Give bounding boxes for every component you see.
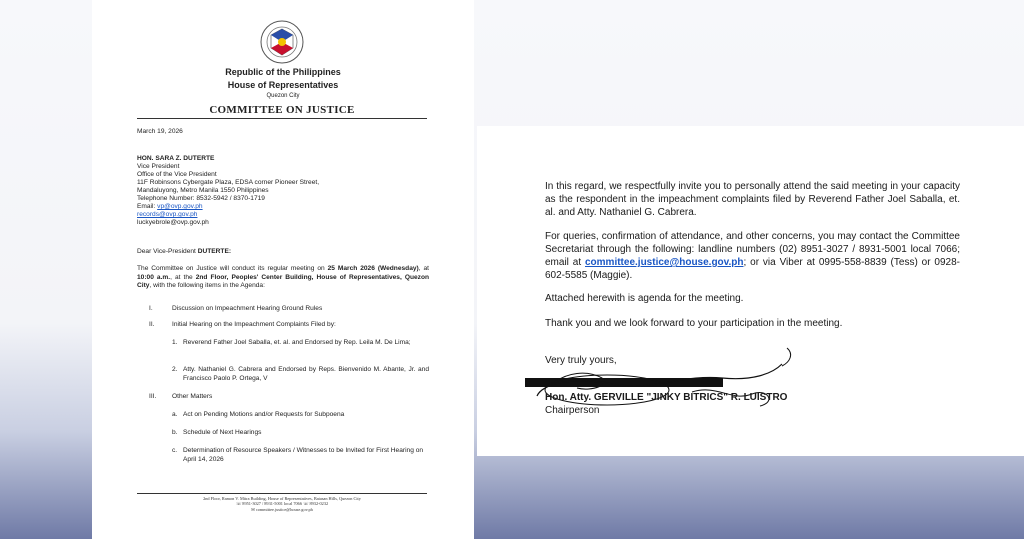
footer-address: 2nd Floor, Ramon V. Mitra Building, House of Representatives, Batasan Hills, Quezon City (203, 496, 361, 501)
meeting-venue: 2nd Floor, Peoples' Center Building, House of Representatives, Quezon City (137, 273, 429, 290)
agenda-subitem: Act on Pending Motions and/or Requests for Subpoena (183, 411, 345, 418)
agenda-item: Initial Hearing on the Impeachment Complaints Filed by: (172, 321, 336, 328)
email-link-vp[interactable]: vp@ovp.gov.ph (157, 203, 203, 210)
addressee-line: Telephone Number: 8532-5942 / 8370-1719 (137, 195, 265, 202)
invite-paragraph: In this regard, we respectfully invite you to personally attend the said meeting in your capacity as the respondent in the impeachment complaints filed by Reverend Father Joel Saballa, et. al. and Atty. Nathaniel G. Cabrera. (545, 181, 960, 218)
intro-text: , at the (170, 273, 196, 281)
meeting-time: 10:00 a.m. (137, 273, 171, 281)
contact-paragraph (545, 230, 960, 282)
addressee-name: HON. SARA Z. DUTERTE (137, 155, 215, 162)
agenda-num: 1. (172, 339, 178, 346)
header-city: Quezon City (266, 93, 300, 99)
email-link-records[interactable]: records@ovp.gov.ph (137, 211, 198, 218)
meeting-date: 25 March 2026 (Wednesday) (327, 265, 419, 272)
addressee-line: Vice President (137, 163, 180, 170)
attachment-note: Attached herewith is agenda for the meeting. (545, 293, 744, 304)
footer-phones: ☏ 8951-3027 / 8931-5001 local 7066 ☏ 8932-0232 (235, 501, 329, 507)
letter-page-2 (477, 126, 1024, 456)
intro-paragraph (137, 265, 429, 291)
committee-title: COMMITTEE ON JUSTICE (209, 104, 355, 116)
letter-page-1 (92, 0, 474, 539)
email-text: luckyebrole@ovp.gov.ph (137, 219, 209, 226)
agenda-subitem: Reverend Father Joel Saballa, et. al. and Endorsed by Rep. Leila M. De Lima; (183, 339, 411, 346)
header-republic: Republic of the Philippines (225, 67, 341, 77)
agenda-num: III. (149, 393, 157, 400)
thanks-paragraph: Thank you and we look forward to your participation in the meeting. (545, 318, 843, 329)
committee-email-link[interactable]: committee.justice@house.gov.ph (585, 257, 744, 268)
intro-text: , at (418, 265, 429, 272)
agenda-subitem: Atty. Nathaniel G. Cabrera and Endorsed by Reps. Bienvenido M. Abante, Jr. and Francisco Paolo P. Ortega, V (183, 366, 429, 382)
agenda-num: a. (172, 411, 178, 418)
agenda-subitem: Determination of Resource Speakers / Witnesses to be Invited for First Hearing on April 14, 2026 (183, 447, 424, 463)
agenda-item: Discussion on Impeachment Hearing Ground Rules (172, 305, 323, 312)
intro-text: , with the following items in the Agenda: (149, 282, 265, 290)
salutation-name: DUTERTE: (197, 248, 232, 255)
footer-divider (137, 493, 427, 494)
signatory-title: Chairperson (545, 405, 600, 416)
agenda-num: I. (149, 305, 153, 312)
agenda-subitem: Schedule of Next Hearings (183, 429, 262, 436)
salutation-prefix: Dear Vice-President (137, 248, 198, 255)
house-seal-icon (260, 20, 304, 64)
email-label: Email: (137, 203, 158, 210)
addressee-line: Office of the Vice President (137, 171, 217, 178)
addressee-line: Mandaluyong, Metro Manila 1550 Philippines (137, 187, 269, 194)
contact-text: For queries, confirmation of attendance, and other concerns, you may contact the Committee Secretariat through the following: landline numbers (02) 8951-3027 / 8931-5001 local 7066; email at (545, 231, 960, 268)
salutation (137, 248, 231, 257)
contact-text: ; or via Viber at 0995-558-8839 (Tess) or 0928-602-5585 (Maggie). (545, 257, 960, 281)
letter-date: March 19, 2026 (137, 128, 183, 135)
agenda-item: Other Matters (172, 393, 213, 400)
footer-email: ✉ committee.justice@house.gov.ph (251, 506, 313, 512)
header-house: House of Representatives (227, 80, 339, 90)
agenda-num: 2. (172, 366, 178, 373)
header-divider (137, 118, 427, 119)
letter-footer (137, 496, 427, 512)
agenda-num: II. (149, 321, 155, 328)
signatory-name: Hon. Atty. GERVILLE "JINKY BITRICS" R. LUISTRO (545, 392, 788, 403)
addressee-line: 11F Robinsons Cybergate Plaza, EDSA corner Pioneer Street, (137, 179, 320, 186)
agenda-num: c. (172, 447, 178, 454)
closing: Very truly yours, (545, 355, 617, 366)
intro-text: The Committee on Justice will conduct its regular meeting on (137, 265, 328, 272)
agenda-num: b. (172, 429, 178, 436)
